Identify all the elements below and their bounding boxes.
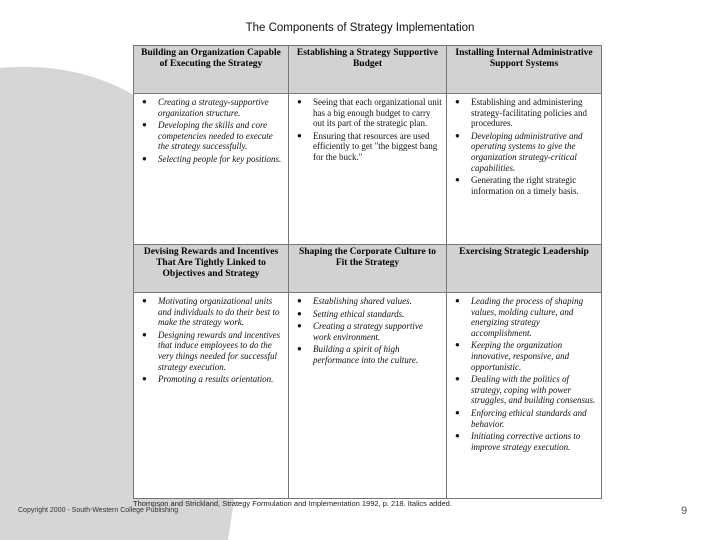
- list-item: ● Developing the skills and core competencies needed to execute the strategy successfully.: [142, 120, 273, 152]
- list-item: ● Creating a strategy-supportive organization structure.: [142, 97, 269, 118]
- list-item: ● Dealing with the politics of strategy, coping with power struggles, and building consensus.: [455, 374, 596, 406]
- cell-building-organization: [134, 94, 289, 245]
- content-row: [134, 293, 602, 499]
- list-item: ● Initiating corrective actions to improve strategy execution.: [455, 431, 581, 452]
- list-item: ● Building a spirit of high performance into the culture.: [297, 344, 419, 365]
- header-building-organization: Building an Organization Capable of Executing the Strategy: [134, 46, 289, 94]
- cell-corporate-culture: [289, 293, 447, 499]
- list-item: ● Setting ethical standards.: [297, 308, 405, 319]
- list-item: ● Seeing that each organizational unit has a big enough budget to carry out its part of the strategic plan.: [297, 97, 442, 129]
- list-item: ● Promoting a results orientation.: [142, 374, 274, 385]
- header-rewards-incentives: Devising Rewards and Incentives That Are Tightly Linked to Objectives and Strategy: [134, 245, 289, 293]
- strategy-components-table: [133, 45, 601, 499]
- header-supportive-budget: Establishing a Strategy Supportive Budget: [289, 46, 447, 94]
- header-row: [134, 245, 602, 293]
- list-item: ● Keeping the organization innovative, responsive, and opportunistic.: [455, 340, 570, 372]
- list-item: ● Enforcing ethical standards and behavior.: [455, 407, 587, 429]
- header-row: [134, 46, 602, 94]
- list-item: ● Selecting people for key positions.: [142, 153, 282, 164]
- list-item: ● Leading the process of shaping values, molding culture, and energizing strategy accomplishment.: [455, 296, 584, 338]
- list-item: ● Designing rewards and incentives that induce employees to do the very things needed for successful strategy execution.: [142, 329, 281, 372]
- slide-title: The Components of Strategy Implementation: [245, 22, 475, 34]
- cell-rewards-incentives: [134, 293, 289, 499]
- header-corporate-culture: Shaping the Corporate Culture to Fit the Strategy: [289, 245, 447, 293]
- cell-supportive-budget: [289, 94, 447, 245]
- header-strategic-leadership: Exercising Strategic Leadership: [447, 245, 602, 293]
- list-item: ● Motivating organizational units and individuals to do their best to make the strategy work.: [142, 296, 280, 328]
- list-item: ● Developing administrative and operating systems to give the organization strategy-critical capabilities.: [455, 130, 583, 173]
- list-item: ● Establishing shared values.: [297, 296, 412, 306]
- copyright-notice: Copyright 2000 - South-Western College Publishing: [18, 507, 179, 514]
- source-citation: Thompson and Strickland, Strategy Formulation and Implementation 1992, p. 218. Italics added.: [133, 499, 452, 508]
- list-item: ● Establishing and administering strategy-facilitating policies and procedures.: [455, 97, 587, 129]
- content-row: [134, 94, 602, 245]
- list-item: ● Ensuring that resources are used efficiently to get "the biggest bang for the buck.": [297, 130, 438, 162]
- cell-administrative-systems: [447, 94, 602, 245]
- list-item: ● Creating a strategy supportive work environment.: [297, 321, 423, 342]
- list-item: ● Generating the right strategic information on a timely basis.: [455, 175, 579, 196]
- header-administrative-systems: Installing Internal Administrative Support Systems: [447, 46, 602, 94]
- page-number: 9: [681, 505, 688, 517]
- cell-strategic-leadership: [447, 293, 602, 499]
